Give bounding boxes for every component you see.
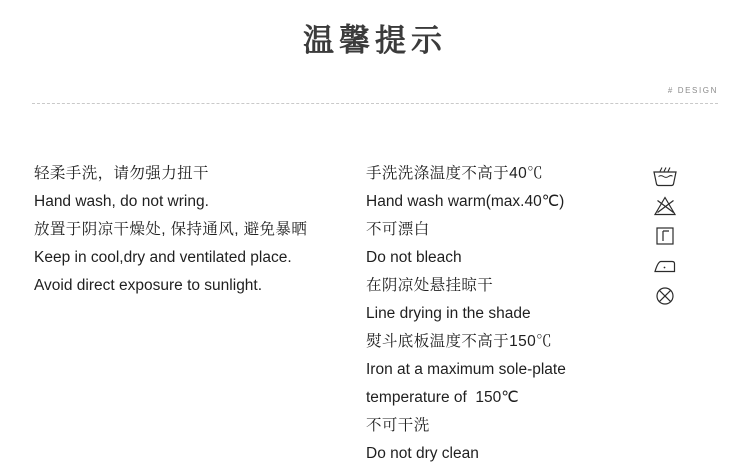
instruction-line: Do not dry clean: [366, 445, 479, 462]
instruction-line: Line drying in the shade: [366, 305, 531, 322]
left-instructions-column: [0, 160, 360, 300]
divider: [32, 103, 718, 104]
hand-wash-icon: [650, 162, 750, 190]
instruction-line: Iron at a maximum sole-plate: [366, 361, 566, 378]
instruction-line: 放置于阴凉干燥处, 保持通风, 避免暴晒: [34, 221, 308, 238]
instruction-line: 手洗洗涤温度不高于40℃: [366, 165, 544, 182]
instruction-line: Hand wash warm(max.40℃): [366, 193, 565, 210]
do-not-dry-clean-icon: [650, 282, 750, 310]
instruction-line: Avoid direct exposure to sunlight.: [34, 277, 263, 294]
instruction-line: Hand wash, do not wring.: [34, 193, 209, 210]
iron-low-temp-icon: [650, 252, 750, 280]
instruction-line: 不可漂白: [366, 221, 430, 238]
design-tag: # DESIGN: [667, 86, 718, 95]
instruction-line: temperature of 150℃: [366, 389, 519, 406]
care-symbols-column: [640, 160, 750, 312]
page-title: 温馨提示: [303, 23, 447, 58]
middle-instructions-column: [360, 160, 640, 468]
line-dry-shade-icon: [650, 222, 750, 250]
instruction-line: Do not bleach: [366, 249, 462, 266]
instruction-line: Keep in cool,dry and ventilated place.: [34, 249, 292, 266]
instruction-line: 轻柔手洗，请勿强力扭干: [34, 165, 209, 182]
do-not-bleach-icon: [650, 192, 750, 220]
instruction-line: 熨斗底板温度不高于150℃: [366, 333, 553, 350]
instruction-line: 在阴凉处悬挂晾干: [366, 277, 494, 294]
content-area: [0, 160, 750, 468]
instruction-line: 不可干洗: [366, 417, 430, 434]
